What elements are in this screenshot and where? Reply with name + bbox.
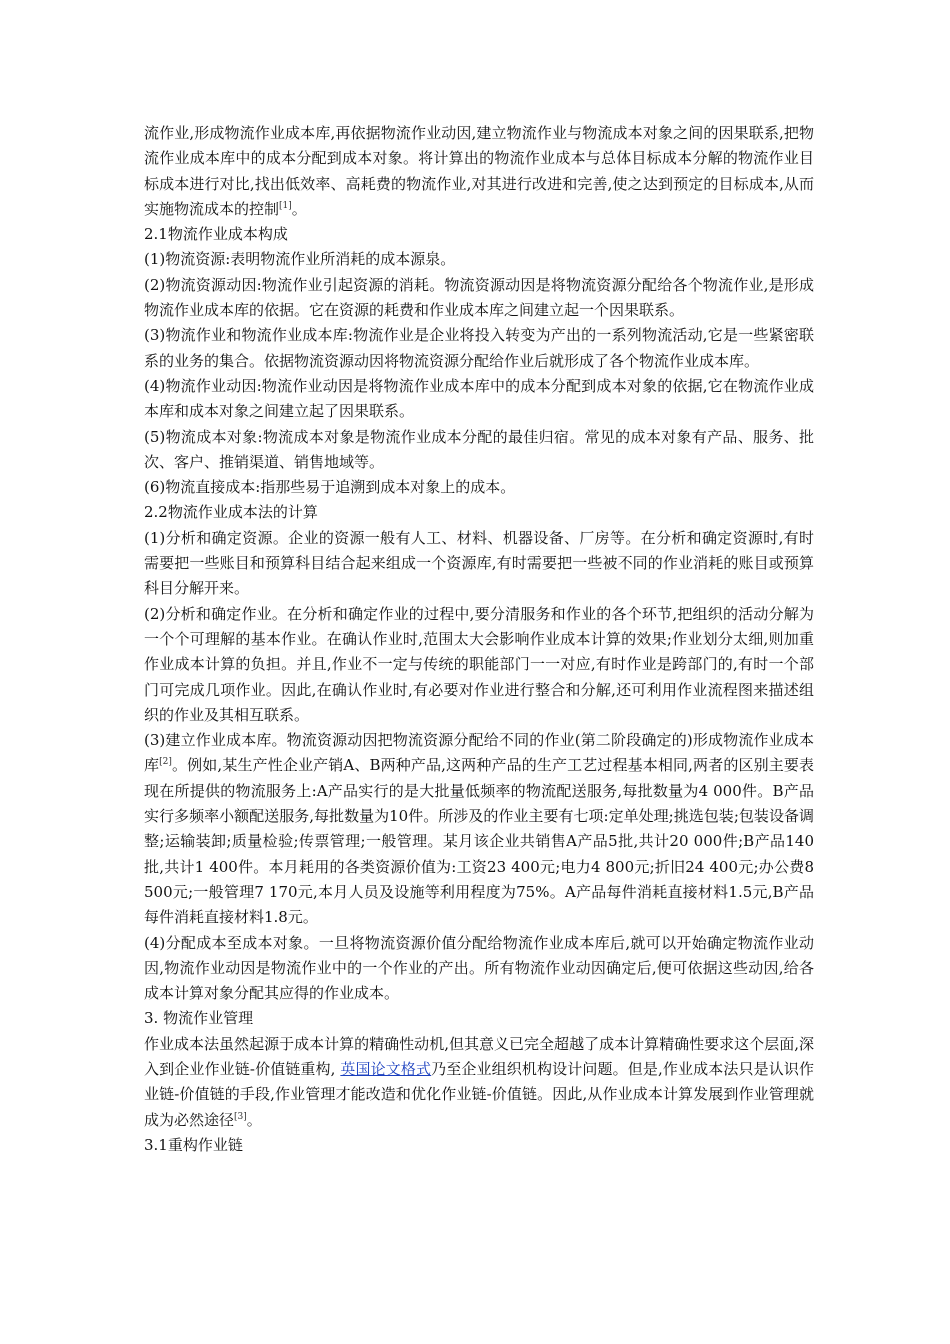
- para-2-2-1: [144, 526, 814, 602]
- para-2-1-4: [144, 374, 814, 425]
- text-run: (3)物流作业和物流作业成本库:物流作业是企业将投入转变为产出的一系列物流活动,它是一些紧密联系的业务的集合。依据物流资源动因将物流资源分配给作业后就形成了各个物流作业成本库。: [144, 326, 814, 370]
- citation-superscript: [3]: [234, 1111, 247, 1122]
- para-2-1-3: [144, 323, 814, 374]
- text-run: (2)分析和确定作业。在分析和确定作业的过程中,要分清服务和作业的各个环节,把组织的活动分解为一个个可理解的基本作业。在确认作业时,范围太大会影响作业成本计算的效果;作业划分太细,则加重作业成本计算的负担。并且,作业不一定与传统的职能部门一一对应,有时作业是跨部门的,有时一个部门可完成几项作业。因此,在确认作业时,有必要对作业进行整合和分解,还可利用作业流程图来描述组织的作业及其相互联系。: [144, 604, 814, 724]
- heading-3-1: 3.1重构作业链: [144, 1135, 243, 1154]
- text-run: (3)建立作业成本库。物流资源动因把物流资源分配给不同的作业(第二阶段确定的)形成物流作业成本库: [144, 731, 814, 775]
- heading-2-2: 2.2物流作业成本法的计算: [144, 503, 318, 522]
- para-3: [144, 1032, 814, 1133]
- text-run: (1)分析和确定资源。企业的资源一般有人工、材料、机器设备、厂房等。在分析和确定资源时,有时需要把一些账目和预算科目结合起来组成一个资源库,有时需要把一些被不同的作业消耗的账目或预算科目分解开来。: [144, 528, 814, 598]
- text-run: 。: [246, 1110, 262, 1129]
- text-run: 。: [291, 199, 307, 218]
- para-2-2-2: [144, 602, 814, 728]
- text-run: 作业成本法虽然起源于成本计算的精确性动机,但其意义已完全超越了成本计算精确性要求这个层面,深入到企业作业链-价值链重构,: [144, 1034, 814, 1078]
- para-intro: [144, 121, 814, 222]
- text-run: (6)物流直接成本:指那些易于追溯到成本对象上的成本。: [144, 478, 516, 497]
- heading-3: 3. 物流作业管理: [144, 1009, 254, 1028]
- text-run: 流作业,形成物流作业成本库,再依据物流作业动因,建立物流作业与物流成本对象之间的因果联系,把物流作业成本库中的成本分配到成本对象。将计算出的物流作业成本与总体目标成本分解的物流作业目标成本进行对比,找出低效率、高耗费的物流作业,对其进行改进和完善,使之达到预定的目标成本,从而实施物流成本的控制: [144, 124, 814, 218]
- inline-link[interactable]: 英国论文格式: [340, 1059, 432, 1078]
- text-run: (4)分配成本至成本对象。一旦将物流资源价值分配给物流作业成本库后,就可以开始确定物流作业动因,物流作业动因是物流作业中的一个作业的产出。所有物流作业动因确定后,便可依据这些动因,给各成本计算对象分配其应得的作业成本。: [144, 933, 814, 1003]
- text-run: 。例如,某生产性企业产销A、B两种产品,这两种产品的生产工艺过程基本相同,两者的区别主要表现在所提供的物流服务上:A产品实行的是大批量低频率的物流配送服务,每批数量为4 000件。B产品实行多频率小额配送服务,每批数量为10件。所涉及的作业主要有七项:定单处理;挑选包装;包装设备调整;运输装卸;质量检验;传票管理;一般管理。某月该企业共销售A产品5批,共计20 000件;B产品140批,共计1 400件。本月耗用的各类资源价值为:工资23 400元;电力4 800元;折旧24 400元;办公费8 500元;一般管理7 170元,本月人员及设施等利用程度为75%。A产品每件消耗直接材料1.5元,B产品每件消耗直接材料1.8元。: [144, 756, 814, 927]
- text-run: (5)物流成本对象:物流成本对象是物流作业成本分配的最佳归宿。常见的成本对象有产品、服务、批次、客户、推销渠道、销售地域等。: [144, 427, 814, 471]
- citation-superscript: [1]: [279, 200, 292, 211]
- text-run: 乃至企业组织机构设计问题。但是,作业成本法只是认识作业链-价值链的手段,作业管理才能改造和优化作业链-价值链。因此,从作业成本计算发展到作业管理就成为必然途径: [144, 1059, 814, 1129]
- para-2-1-5: [144, 425, 814, 476]
- text-run: (1)物流资源:表明物流作业所消耗的成本源泉。: [144, 250, 456, 269]
- para-2-1-2: [144, 273, 814, 324]
- text-run: (2)物流资源动因:物流作业引起资源的消耗。物流资源动因是将物流资源分配给各个物流作业,是形成物流作业成本库的依据。它在资源的耗费和作业成本库之间建立起一个因果联系。: [144, 275, 814, 320]
- heading-2-1: 2.1物流作业成本构成: [144, 225, 288, 244]
- citation-superscript: [2]: [159, 757, 172, 768]
- para-2-1-1: [144, 247, 814, 272]
- text-run: (4)物流作业动因:物流作业动因是将物流作业成本库中的成本分配到成本对象的依据,它在物流作业成本库和成本对象之间建立起了因果联系。: [144, 376, 814, 421]
- para-2-1-6: [144, 475, 814, 500]
- para-2-2-3: [144, 728, 814, 930]
- para-2-2-4: [144, 931, 814, 1007]
- document-page: [144, 121, 814, 1158]
